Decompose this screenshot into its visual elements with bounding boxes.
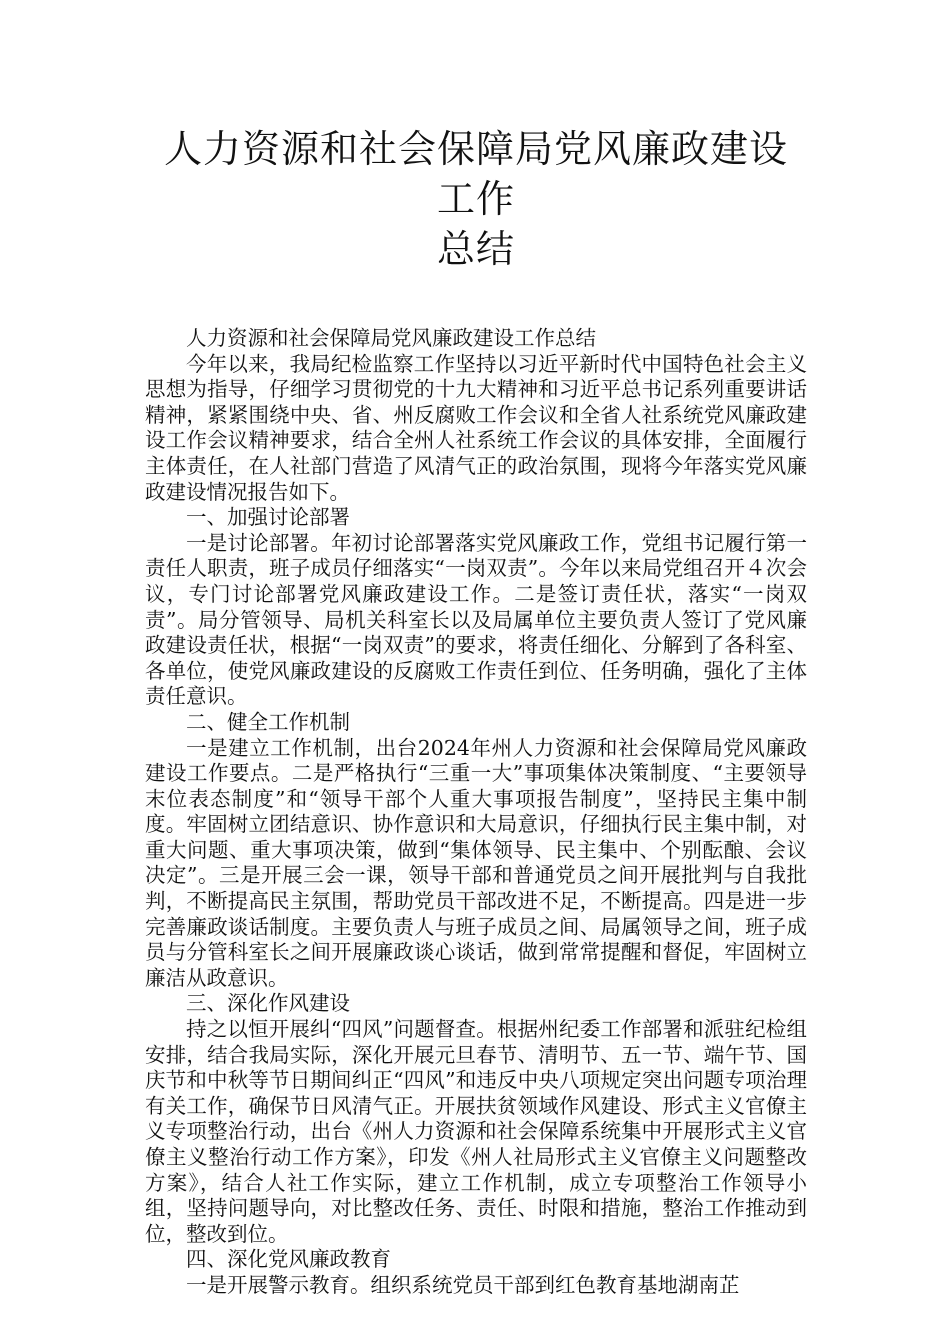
document-title [145,124,807,274]
document-body [145,326,807,1299]
section-heading-1: 一、加强讨论部署 [186,505,350,530]
section-heading-3: 三、深化作风建设 [186,991,350,1016]
section-4-paragraph: 一是开展警示教育。组织系统党员干部到红色教育基地湖南芷 [186,1272,740,1297]
intro-paragraph: 今年以来，我局纪检监察工作坚持以习近平新时代中国特色社会主义思想为指导，仔细学习贯彻党的十九大精神和习近平总书记系列重要讲话精神，紧紧围绕中央、省、州反腐败工作会议和全省人社系统党风廉政建设工作会议精神要求，结合全州人社系统工作会议的具体安排，全面履行主体责任，在人社部门营造了风清气正的政治氛围，现将今年落实党风廉政建设情况报告如下。 [145,351,807,504]
subtitle-paragraph: 人力资源和社会保障局党风廉政建设工作总结 [186,326,596,350]
section-1-paragraph: 一是讨论部署。年初讨论部署落实党风廉政工作，党组书记履行第一责任人职责，班子成员仔细落实“一岗双责”。今年以来局党组召开４次会议，专门讨论部署党风廉政建设工作。二是签订责任状，落实“一岗双责”。局分管领导、局机关科室长以及局属单位主要负责人签订了党风廉政建设责任状，根据“一岗双责”的要求，将责任细化、分解到了各科室、各单位，使党风廉政建设的反腐败工作责任到位、任务明确，强化了主体责任意识。 [145,530,807,709]
document-page [145,124,807,1299]
section-3-paragraph: 持之以恒开展纠“四风”问题督查。根据州纪委工作部署和派驻纪检组安排，结合我局实际，深化开展元旦春节、清明节、五一节、端午节、国庆节和中秋等节日期间纠正“四风”和违反中央八项规定突出问题专项治理有关工作，确保节日风清气正。开展扶贫领域作风建设、形式主义官僚主义专项整治行动，出台《州人力资源和社会保障系统集中开展形式主义官僚主义整治行动工作方案》，印发《州人社局形式主义官僚主义问题整改方案》，结合人社工作实际，建立工作机制，成立专项整治工作领导小组，坚持问题导向，对比整改任务、责任、时限和措施，整治工作推动到位，整改到位。 [145,1017,807,1246]
section-2-paragraph: 一是建立工作机制，出台2024年州人力资源和社会保障局党风廉政建设工作要点。二是严格执行“三重一大”事项集体决策制度、“主要领导末位表态制度”和“领导干部个人重大事项报告制度”，坚持民主集中制度。牢固树立团结意识、协作意识和大局意识，仔细执行民主集中制，对重大问题、重大事项决策，做到“集体领导、民主集中、个别酝酿、会议决定”。三是开展三会一课，领导干部和普通党员之间开展批判与自我批判，不断提高民主氛围，帮助党员干部改进不足，不断提高。四是进一步完善廉政谈话制度。主要负责人与班子成员之间、局属领导之间，班子成员与分管科室长之间开展廉政谈心谈话，做到常常提醒和督促，牢固树立廉洁从政意识。 [145,735,807,990]
title-line-2: 总结 [436,227,515,271]
title-line-1: 人力资源和社会保障局党风廉政建设工作 [163,127,788,221]
section-heading-2: 二、健全工作机制 [186,709,350,734]
section-heading-4: 四、深化党风廉政教育 [186,1247,391,1272]
